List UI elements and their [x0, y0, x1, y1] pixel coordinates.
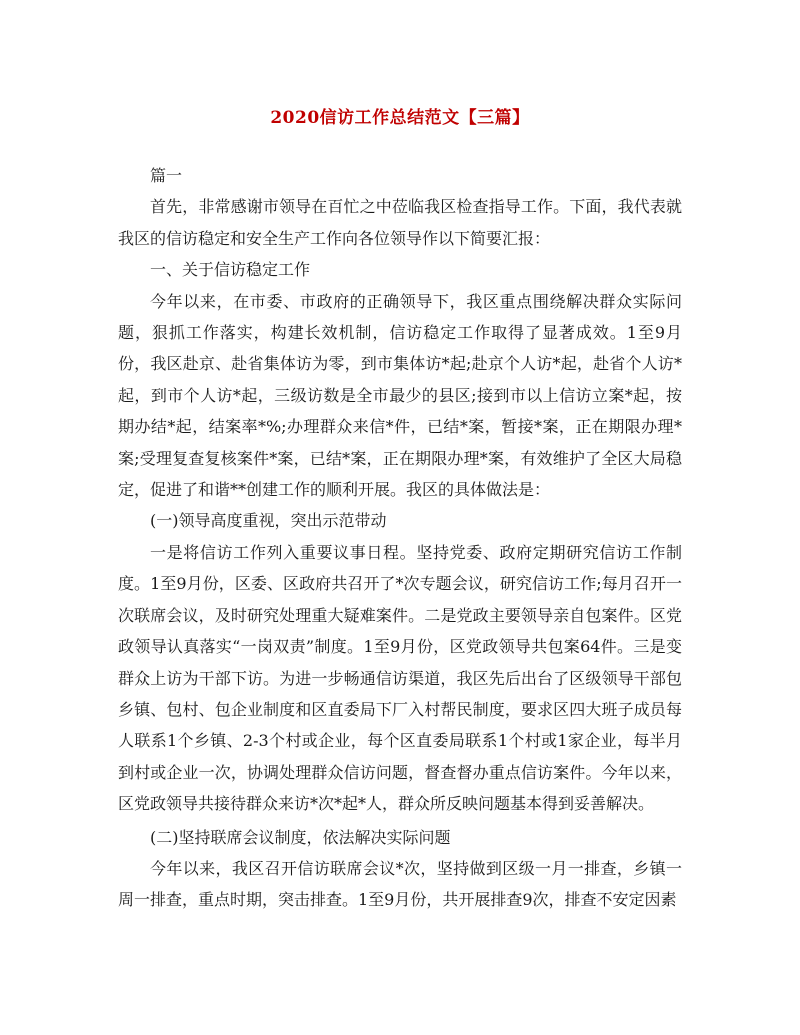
paragraph-overview: 今年以来，在市委、市政府的正确领导下，我区重点围绕解决群众实际问题，狠抓工作落实，构建长效机制，信访稳定工作取得了显著成效。1至9月份，我区赴京、赴省集体访为零，到市集体访*起;赴京个人访*起，赴省个人访*起，到市个人访*起，三级访数是全市最少的县区;接到市以上信访立案*起，按期办结*起，结案率*%;办理群众来信*件，已结*案，暂接*案，正在期限办理*案;受理复查复核案件*案，已结*案，正在期限办理*案，有效维护了全区大局稳定，促进了和谐**创建工作的顺利开展。我区的具体做法是： [118, 291, 682, 500]
document-title: 2020信访工作总结范文【三篇】 [270, 108, 530, 128]
paragraph-leadership: 一是将信访工作列入重要议事日程。坚持党委、政府定期研究信访工作制度。1至9月份，区委、区政府共召开了*次专题会议，研究信访工作;每月召开一次联席会议，及时研究处理重大疑难案件。二是党政主要领导亲自包案件。区党政领导认真落实“一岗双责”制度。1至9月份，区党政领导共包案64件。三是变群众上访为干部下访。为进一步畅通信访渠道，我区先后出台了区级领导干部包乡镇、包村、包企业制度和区直委局下厂入村帮民制度，要求区四大班子成员每人联系1个乡镇、2-3个村或企业，每个区直委局联系1个村或1家企业，每半月到村或企业一次，协调处理群众信访问题，督查督办重点信访案件。今年以来，区党政领导共接待群众来访*次*起*人，群众所反映问题基本得到妥善解决。 [118, 542, 682, 814]
paragraph-joint-meeting: 今年以来，我区召开信访联席会议*次，坚持做到区级一月一排查，乡镇一周一排查，重点时期，突击排查。1至9月份，共开展排查9次，排查不安定因素 [118, 858, 682, 910]
heading-leadership: (一)领导高度重视，突出示范带动 [150, 511, 387, 531]
paragraph-intro: 首先，非常感谢市领导在百忙之中莅临我区检查指导工作。下面，我代表就我区的信访稳定和安全生产工作向各位领导作以下简要汇报： [118, 197, 682, 248]
heading-joint-meeting: (二)坚持联席会议制度，依法解决实际问题 [150, 827, 451, 847]
document-body [118, 160, 682, 916]
heading-petition-stability: 一、关于信访稳定工作 [150, 260, 311, 280]
section-label: 篇一 [150, 166, 183, 185]
